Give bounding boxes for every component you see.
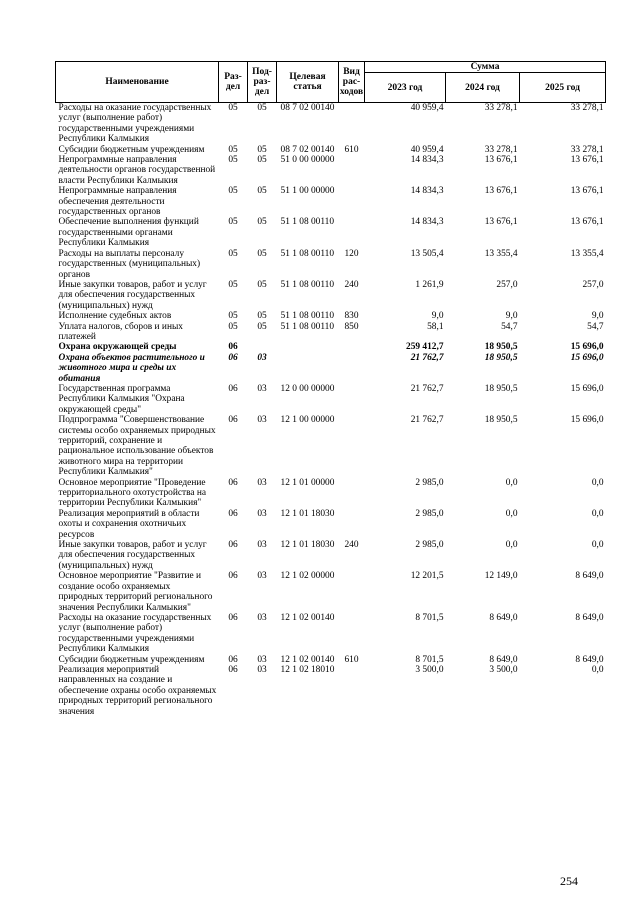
row-2024: 33 278,1 — [484, 103, 518, 113]
row-name: Основное мероприятие "Развитие и создание особо охраняемых природных территорий регионального значения Республики Калмыкия" — [58, 571, 213, 613]
row-target: 12 0 00 00000 — [280, 383, 335, 394]
row-podrazdel: 05 — [257, 217, 267, 228]
row-razdel: 06 — [228, 508, 238, 519]
header-vid: Вид рас- ходов — [339, 62, 365, 103]
row-2024: 3 500,0 — [489, 664, 518, 675]
row-target — [277, 353, 339, 384]
row-2023: 2 985,0 — [415, 508, 444, 519]
row-razdel: 05 — [228, 103, 238, 113]
row-2024: 9,0 — [505, 311, 518, 322]
table-row — [56, 217, 606, 248]
row-target: 51 1 08 00110 — [280, 217, 335, 228]
row-2024: 0,0 — [505, 508, 518, 519]
row-target: 51 1 08 00110 — [280, 321, 335, 332]
row-2025: 8 649,0 — [575, 654, 604, 665]
row-target: 12 1 01 00000 — [280, 477, 335, 488]
table-row — [56, 145, 606, 155]
table-row — [56, 655, 606, 665]
row-name: Реализация мероприятий направленных на создание и обеспечение охраны особо охраняемых природных территорий регионального значения — [58, 664, 217, 717]
row-2024: 54,7 — [501, 321, 518, 332]
row-razdel: 05 — [228, 279, 238, 290]
row-name: Расходы на выплаты персоналу государственных (муниципальных) органов — [58, 248, 201, 280]
row-2024: 18 950,5 — [484, 415, 518, 426]
row-podrazdel: 03 — [257, 477, 267, 488]
row-target: 51 0 00 00000 — [280, 155, 335, 166]
table-row — [56, 415, 606, 477]
row-2024: 18 950,5 — [484, 383, 518, 394]
row-razdel: 06 — [228, 342, 238, 353]
row-vid — [339, 415, 365, 477]
row-2024: 18 950,5 — [484, 352, 518, 363]
table-row — [56, 103, 606, 145]
row-target: 51 1 00 00000 — [280, 186, 335, 197]
row-podrazdel: 05 — [257, 311, 267, 322]
row-podrazdel: 05 — [257, 248, 267, 259]
row-2023: 2 985,0 — [415, 540, 444, 551]
row-target: 12 1 02 00140 — [280, 654, 335, 665]
row-name: Охрана объектов растительного и животного мира и среды их обитания — [58, 352, 205, 384]
table-header — [56, 62, 606, 103]
row-vid — [339, 478, 365, 509]
row-podrazdel — [248, 342, 277, 352]
row-name: Расходы на оказание государственных услуг (выполнение работ) государственными учреждениями Республики Калмыкия — [58, 103, 212, 145]
row-2023: 14 834,3 — [410, 186, 444, 197]
row-vid: 610 — [344, 144, 359, 155]
row-razdel: 06 — [228, 383, 238, 394]
row-vid: 240 — [344, 279, 359, 290]
row-2025: 8 649,0 — [575, 612, 604, 623]
row-2024: 13 676,1 — [484, 217, 518, 228]
row-name: Непрограммные направления деятельности органов государственной власти Республики Калмыкия — [58, 155, 216, 186]
row-2025: 8 649,0 — [575, 571, 604, 582]
row-2024: 33 278,1 — [484, 144, 518, 155]
row-2023: 259 412,7 — [406, 342, 444, 353]
row-target: 12 1 02 18010 — [280, 664, 335, 675]
row-name: Основное мероприятие "Проведение территориального охотустройства на территории Республики Калмыкия" — [58, 477, 207, 509]
row-podrazdel: 03 — [257, 352, 267, 363]
table-row — [56, 322, 606, 343]
table-row — [56, 613, 606, 655]
row-razdel: 05 — [228, 217, 238, 228]
table-row — [56, 311, 606, 321]
row-razdel: 06 — [228, 571, 238, 582]
row-2025: 54,7 — [587, 321, 604, 332]
header-2025: 2025 год — [520, 73, 606, 103]
row-target: 08 7 02 00140 — [280, 144, 335, 155]
row-2025: 257,0 — [582, 279, 604, 290]
row-vid — [339, 665, 365, 717]
row-vid — [339, 155, 365, 186]
row-vid — [339, 613, 365, 655]
row-razdel: 06 — [228, 477, 238, 488]
row-podrazdel: 03 — [257, 540, 267, 551]
row-vid: 240 — [344, 540, 359, 551]
row-2024: 0,0 — [505, 540, 518, 551]
row-2024: 0,0 — [505, 477, 518, 488]
row-2025: 13 355,4 — [570, 248, 604, 259]
row-2025: 33 278,1 — [570, 103, 604, 113]
row-razdel: 06 — [228, 540, 238, 551]
header-sum: Сумма — [365, 62, 606, 73]
row-2025: 15 696,0 — [570, 352, 604, 363]
table-body — [56, 103, 606, 717]
row-razdel: 05 — [228, 155, 238, 166]
header-podrazdel: Под- раз- дел — [248, 62, 277, 103]
row-razdel: 05 — [228, 311, 238, 322]
row-2023: 1 261,9 — [415, 279, 444, 290]
row-2023: 3 500,0 — [415, 664, 444, 675]
row-razdel: 06 — [228, 664, 238, 675]
row-2025: 0,0 — [591, 477, 604, 488]
row-name: Обеспечение выполнения функций государственными органами Республики Калмыкия — [58, 217, 199, 249]
row-vid — [339, 509, 365, 540]
row-vid — [339, 353, 365, 384]
row-2023: 8 701,5 — [415, 654, 444, 665]
row-podrazdel: 03 — [257, 612, 267, 623]
row-name: Государственная программа Республики Калмыкия "Охрана окружающей среды" — [58, 383, 185, 415]
row-name: Иные закупки товаров, работ и услуг для обеспечения государственных (муниципальных) нужд — [58, 540, 207, 571]
page-number: 254 — [560, 874, 578, 888]
table-row — [56, 186, 606, 217]
row-2024: 13 355,4 — [484, 248, 518, 259]
row-target: 12 1 01 18030 — [280, 508, 335, 519]
row-2024: 8 649,0 — [489, 654, 518, 665]
row-2024: 12 149,0 — [484, 571, 518, 582]
row-name: Реализация мероприятий в области охоты и сохранения охотничьих ресурсов — [58, 508, 200, 540]
row-target: 12 1 00 00000 — [280, 415, 335, 426]
table-row — [56, 540, 606, 571]
budget-document — [55, 61, 605, 717]
row-target: 51 1 08 00110 — [280, 279, 335, 290]
table-row — [56, 509, 606, 540]
row-name: Расходы на оказание государственных услуг (выполнение работ) государственными учреждениями Республики Калмыкия — [58, 612, 212, 655]
row-vid: 850 — [344, 321, 359, 332]
row-2025: 15 696,0 — [570, 342, 604, 353]
table-row — [56, 342, 606, 352]
row-vid: 120 — [344, 248, 359, 259]
row-2023: 9,0 — [431, 311, 444, 322]
row-name: Исполнение судебных актов — [58, 311, 172, 322]
row-2023: 2 985,0 — [415, 477, 444, 488]
row-target: 08 7 02 00140 — [280, 103, 335, 113]
row-2025: 15 696,0 — [570, 415, 604, 426]
table-row — [56, 353, 606, 384]
row-vid — [339, 186, 365, 217]
row-2023: 21 762,7 — [410, 415, 444, 426]
row-2023: 8 701,5 — [415, 612, 444, 623]
row-podrazdel: 05 — [257, 103, 267, 113]
row-2025: 33 278,1 — [570, 144, 604, 155]
row-razdel: 05 — [228, 144, 238, 155]
row-podrazdel: 03 — [257, 571, 267, 582]
row-target: 12 1 02 00000 — [280, 571, 335, 582]
row-podrazdel: 03 — [257, 415, 267, 426]
row-razdel: 05 — [228, 186, 238, 197]
header-target: Целевая статья — [277, 62, 339, 103]
row-target: 51 1 08 00110 — [280, 248, 335, 259]
table-row — [56, 384, 606, 415]
row-podrazdel: 05 — [257, 186, 267, 197]
row-2023: 21 762,7 — [410, 383, 444, 394]
row-2023: 58,1 — [427, 321, 444, 332]
row-2023: 12 201,5 — [410, 571, 444, 582]
row-2023: 21 762,7 — [410, 352, 444, 363]
row-2024: 8 649,0 — [489, 612, 518, 623]
row-2023: 14 834,3 — [410, 217, 444, 228]
row-2023: 14 834,3 — [410, 155, 444, 166]
row-name: Иные закупки товаров, работ и услуг для обеспечения государственных (муниципальных) нужд — [58, 279, 207, 311]
row-2025: 0,0 — [591, 664, 604, 675]
row-2024: 18 950,5 — [484, 342, 518, 353]
row-2024: 257,0 — [496, 279, 518, 290]
row-razdel: 05 — [228, 321, 238, 332]
row-vid — [339, 342, 365, 352]
row-2024: 13 676,1 — [484, 155, 518, 166]
row-vid — [339, 571, 365, 613]
row-name: Уплата налогов, сборов и иных платежей — [58, 321, 183, 342]
row-razdel: 06 — [228, 654, 238, 665]
table-row — [56, 280, 606, 311]
row-podrazdel: 05 — [257, 144, 267, 155]
row-vid — [339, 384, 365, 415]
row-2025: 15 696,0 — [570, 383, 604, 394]
row-podrazdel: 03 — [257, 654, 267, 665]
row-vid: 610 — [344, 654, 359, 665]
row-name: Охрана окружающей среды — [58, 342, 177, 353]
row-target: 12 1 02 00140 — [280, 612, 335, 623]
header-razdel: Раз- дел — [219, 62, 248, 103]
row-2025: 13 676,1 — [570, 155, 604, 166]
row-name: Субсидии бюджетным учреждениям — [58, 144, 205, 155]
row-2025: 13 676,1 — [570, 217, 604, 228]
header-2024: 2024 год — [446, 73, 520, 103]
row-2025: 0,0 — [591, 540, 604, 551]
budget-table — [55, 61, 606, 717]
row-vid — [339, 103, 365, 145]
row-2025: 0,0 — [591, 508, 604, 519]
row-2024: 13 676,1 — [484, 186, 518, 197]
row-name: Подпрограмма "Совершенствование системы особо охраняемых природных территорий, сохранение и рациональное использование объектов животного мира на территории Республики Калмыкия" — [58, 415, 216, 478]
row-target — [277, 342, 339, 352]
row-target: 51 1 08 00110 — [280, 311, 335, 322]
row-2023: 13 505,4 — [410, 248, 444, 259]
row-2023: 40 959,4 — [410, 103, 444, 113]
row-2023: 40 959,4 — [410, 144, 444, 155]
row-2025: 9,0 — [591, 311, 604, 322]
header-2023: 2023 год — [365, 73, 446, 103]
row-podrazdel: 05 — [257, 279, 267, 290]
row-razdel: 06 — [228, 352, 238, 363]
row-target: 12 1 01 18030 — [280, 540, 335, 551]
table-row — [56, 249, 606, 280]
row-podrazdel: 05 — [257, 155, 267, 166]
table-row — [56, 665, 606, 717]
table-row — [56, 155, 606, 186]
row-name: Субсидии бюджетным учреждениям — [58, 654, 205, 665]
row-2025: 13 676,1 — [570, 186, 604, 197]
row-vid: 830 — [344, 311, 359, 322]
table-row — [56, 478, 606, 509]
table-row — [56, 571, 606, 613]
row-podrazdel: 03 — [257, 664, 267, 675]
row-podrazdel: 05 — [257, 321, 267, 332]
row-podrazdel: 03 — [257, 508, 267, 519]
header-name: Наименование — [56, 62, 219, 103]
row-razdel: 05 — [228, 248, 238, 259]
row-razdel: 06 — [228, 612, 238, 623]
row-podrazdel: 03 — [257, 383, 267, 394]
row-name: Непрограммные направления обеспечения деятельности государственных органов — [58, 186, 177, 218]
row-vid — [339, 217, 365, 248]
row-razdel: 06 — [228, 415, 238, 426]
